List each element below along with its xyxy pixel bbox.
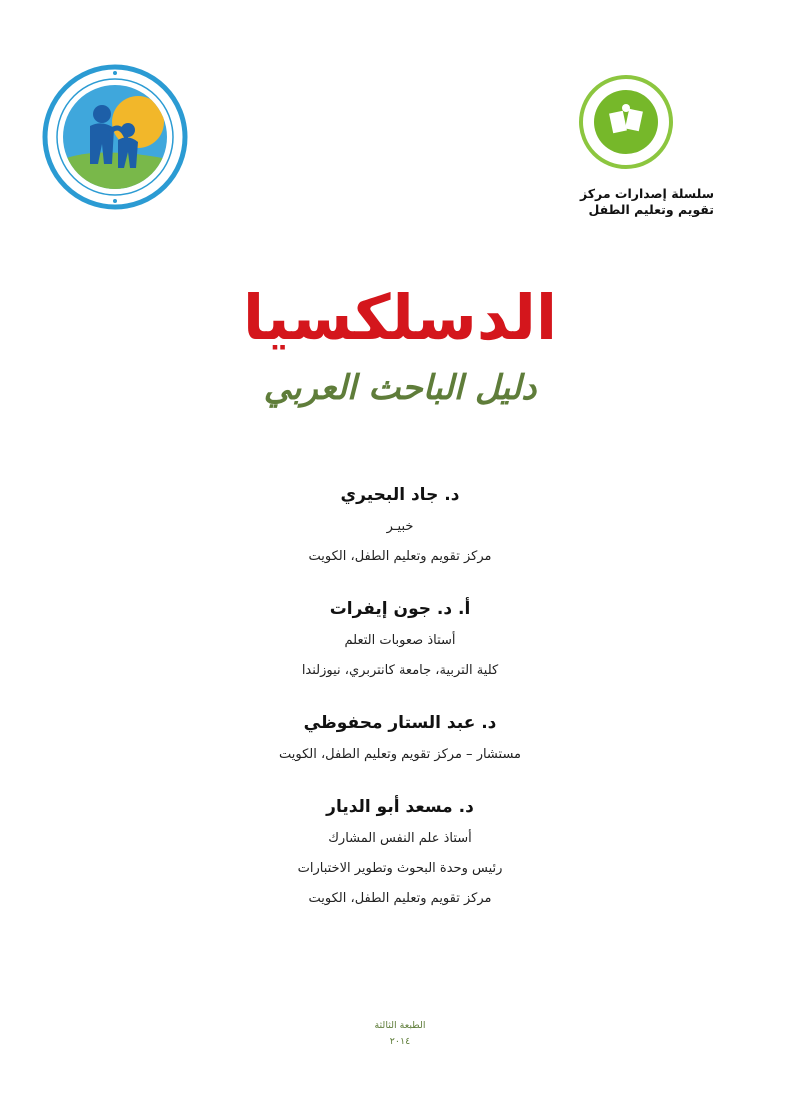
special-needs-children-logo-icon bbox=[42, 64, 188, 210]
author-name: د. مسعد أبو الديار bbox=[326, 797, 474, 817]
author-block bbox=[0, 478, 800, 572]
author-role-secondary: رئيس وحدة البحوث وتطوير الاختبارات bbox=[297, 861, 503, 876]
book-title: الدسلكسيا bbox=[242, 281, 558, 354]
publisher-caption-line1: سلسلة إصدارات مركز bbox=[580, 186, 714, 201]
child-evaluation-center-logo-icon bbox=[578, 74, 674, 170]
author-role: أستاذ صعوبات التعلم bbox=[344, 633, 456, 648]
book-subtitle: دليل الباحث العربي bbox=[263, 368, 537, 408]
title-block bbox=[0, 278, 800, 410]
author-block bbox=[0, 592, 800, 686]
author-affiliation: كلية التربية، جامعة كانتربري، نيوزلندا bbox=[301, 663, 499, 678]
author-role: أستاذ علم النفس المشارك bbox=[328, 831, 472, 846]
author-name: د. عبد الستار محفوظي bbox=[303, 713, 497, 733]
author-block bbox=[0, 790, 800, 914]
edition-label: الطبعة الثالثة bbox=[374, 1020, 426, 1031]
author-affiliation: مركز تقويم وتعليم الطفل، الكويت bbox=[308, 891, 492, 906]
child-evaluation-center-logo bbox=[574, 74, 720, 224]
author-name: د. جاد البحيري bbox=[340, 485, 460, 505]
publisher-caption bbox=[574, 186, 714, 218]
authors-list bbox=[0, 478, 800, 934]
publisher-caption-line2: تقويم وتعليم الطفل bbox=[588, 202, 714, 217]
author-block bbox=[0, 706, 800, 770]
author-affiliation: مستشار – مركز تقويم وتعليم الطفل، الكويت bbox=[278, 747, 522, 762]
edition-info bbox=[0, 1018, 800, 1050]
edition-year: ٢٠١٤ bbox=[389, 1036, 411, 1047]
author-affiliation: مركز تقويم وتعليم الطفل، الكويت bbox=[308, 549, 492, 564]
author-name: أ. د. جون إيفرات bbox=[329, 599, 471, 619]
author-role: خبيـر bbox=[386, 519, 414, 534]
